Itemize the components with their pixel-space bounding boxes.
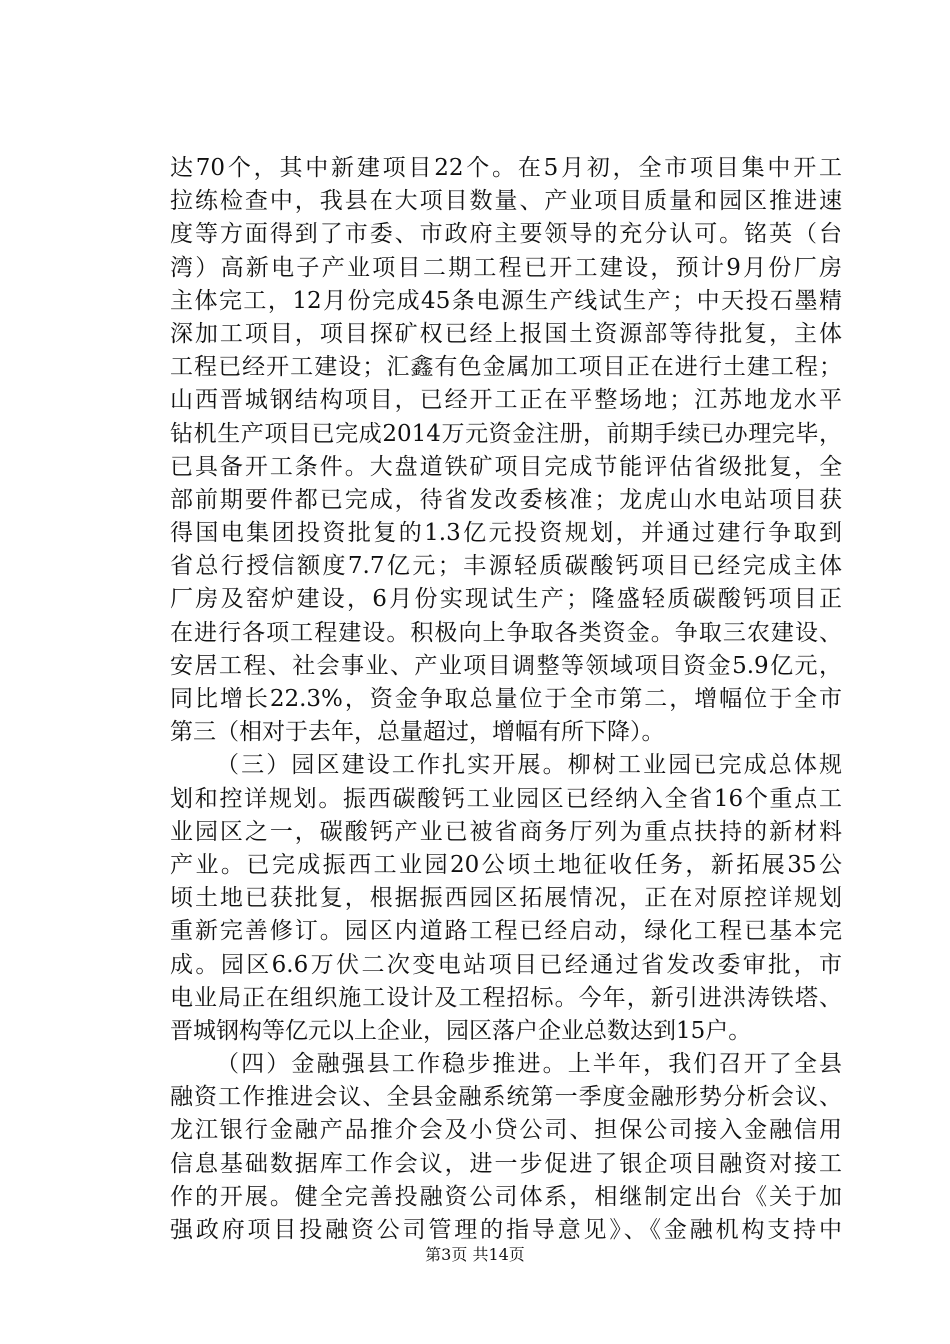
document-body	[170, 152, 842, 1247]
text-line: 龙江银行金融产品推介会及小贷公司、担保公司接入金融信用	[170, 1117, 842, 1144]
page-footer: 第3页 共14页	[425, 1245, 525, 1264]
text-line: 山西晋城钢结构项目，已经开工正在平整场地；江苏地龙水平	[170, 387, 842, 414]
text-line: 强政府项目投融资公司管理的指导意见》、《金融机构支持中	[170, 1217, 842, 1243]
text-line: 重新完善修订。园区内道路工程已经启动，绿化工程已基本完	[170, 918, 842, 945]
text-line: 产业。已完成振西工业园20公顷土地征收任务，新拓展35公	[170, 851, 842, 878]
text-line: 电业局正在组织施工设计及工程招标。今年，新引进洪涛铁塔、	[170, 984, 842, 1011]
text-line: 已具备开工条件。大盘道铁矿项目完成节能评估省级批复，全	[170, 453, 842, 480]
text-line: 主体完工，12月份完成45条电源生产线试生产；中天投石墨精	[170, 287, 842, 314]
text-line: 作的开展。健全完善投融资公司体系，相继制定出台《关于加	[170, 1183, 842, 1210]
text-line: 业园区之一，碳酸钙产业已被省商务厅列为重点扶持的新材料	[170, 818, 842, 845]
text-line: 钻机生产项目已完成2014万元资金注册，前期手续已办理完毕，	[170, 420, 842, 447]
text-line: 省总行授信额度7.7亿元；丰源轻质碳酸钙项目已经完成主体	[170, 553, 842, 580]
text-line: 达70个，其中新建项目22个。在5月初，全市项目集中开工	[170, 155, 842, 181]
text-line: 顷土地已获批复，根据振西园区拓展情况，正在对原控详规划	[170, 885, 842, 912]
text-line: 拉练检查中，我县在大项目数量、产业项目质量和园区推进速	[170, 188, 842, 215]
text-line: （三）园区建设工作扎实开展。柳树工业园已完成总体规	[216, 752, 842, 779]
text-line: 信息基础数据库工作会议，进一步促进了银企项目融资对接工	[170, 1150, 842, 1177]
text-line: 深加工项目，项目探矿权已经上报国土资源部等待批复，主体	[170, 320, 842, 347]
text-line: 融资工作推进会议、全县金融系统第一季度金融形势分析会议、	[170, 1084, 842, 1111]
text-line: 同比增长22.3%，资金争取总量位于全市第二，增幅位于全市	[170, 686, 842, 712]
text-line: 晋城钢构等亿元以上企业，园区落户企业总数达到15户。	[170, 1017, 752, 1044]
text-line: 工程已经开工建设；汇鑫有色金属加工项目正在进行土建工程；	[170, 354, 842, 381]
text-line: 划和控详规划。振西碳酸钙工业园区已经纳入全省16个重点工	[170, 785, 842, 812]
text-line: 得国电集团投资批复的1.3亿元投资规划，并通过建行争取到	[170, 520, 842, 547]
text-line: 第三（相对于去年，总量超过，增幅有所下降）。	[170, 719, 665, 746]
text-line: 成。园区6.6万伏二次变电站项目已经通过省发改委审批，市	[170, 951, 842, 978]
text-line: 部前期要件都已完成，待省发改委核准；龙虎山水电站项目获	[170, 486, 842, 513]
text-line: 湾）高新电子产业项目二期工程已开工建设，预计9月份厂房	[170, 254, 842, 281]
text-line: 厂房及窑炉建设，6月份实现试生产；隆盛轻质碳酸钙项目正	[170, 586, 842, 613]
text-line: 在进行各项工程建设。积极向上争取各类资金。争取三农建设、	[170, 619, 842, 646]
text-line: 安居工程、社会事业、产业项目调整等领域项目资金5.9亿元，	[170, 652, 842, 679]
text-line: （四）金融强县工作稳步推进。上半年，我们召开了全县	[216, 1051, 842, 1078]
text-line: 度等方面得到了市委、市政府主要领导的充分认可。铭英（台	[170, 221, 842, 248]
